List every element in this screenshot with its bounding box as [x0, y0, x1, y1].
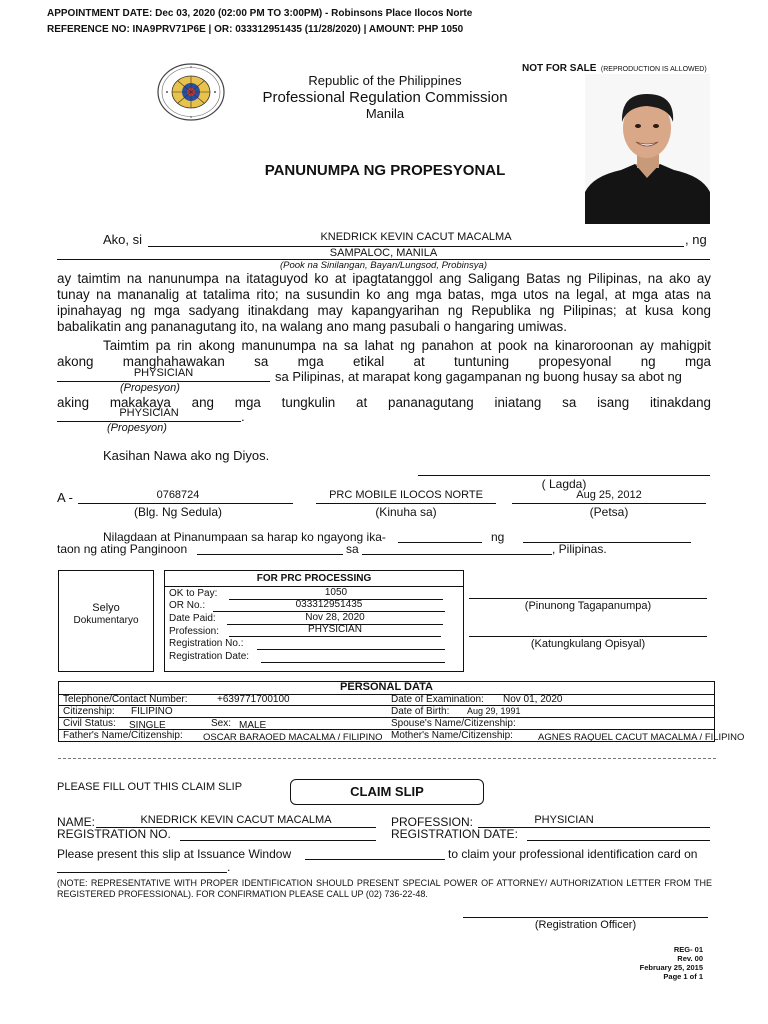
father-label: Father's Name/Citizenship:	[63, 730, 183, 741]
petsa-caption: (Petsa)	[589, 505, 629, 519]
claim-profession-value: PHYSICIAN	[534, 814, 594, 826]
claim-note: (NOTE: REPRESENTATIVE WITH PROPER IDENTIFICATION SHOULD PRESENT SPECIAL POWER OF ATTORNEY/ AUTHORIZATION LETTER FROM THE REGISTERED PROFESSIONAL). FOR CONFIRMATION PLEASE CALL UP (02) 736-22-48.	[57, 878, 712, 899]
claim-profession-label: PROFESSION:	[391, 815, 474, 829]
profession-label: Profession:	[169, 626, 220, 637]
kinuha-caption: (Kinuha sa)	[375, 505, 437, 519]
prc-processing-title: FOR PRC PROCESSING	[256, 573, 372, 584]
or-no-label: OR No.:	[169, 600, 206, 611]
prc-processing-box	[164, 570, 464, 672]
oath-p2-line4: aking makakaya ang mga tungkulin at pananagutang iniatang sa isang itinakdang	[57, 395, 711, 410]
oath-address-value: SAMPALOC, MANILA	[329, 247, 438, 259]
citizenship-value: FILIPINO	[131, 706, 173, 717]
civil-status-label: Civil Status:	[63, 718, 116, 729]
nilagdaan-label: Nilagdaan at Pinanumpaan sa harap ko ngayong ika-	[103, 530, 386, 544]
personal-data-header	[58, 681, 715, 695]
claim-regno-underline	[180, 840, 376, 841]
registration-no-underline	[257, 649, 445, 650]
oath-p1-line4: babalikatin ang pananagutang ito, na walang ano mang pasubali o hangaring umiwas.	[57, 319, 567, 334]
claim-date-period: .	[227, 860, 231, 874]
a-label: A -	[57, 490, 73, 505]
reproduction-note: (REPRODUCTION IS ALLOWED)	[600, 66, 707, 73]
claim-name-label: NAME:	[57, 815, 96, 829]
kinuha-value: PRC MOBILE ILOCOS NORTE	[329, 489, 483, 501]
sex-label: Sex:	[211, 718, 232, 729]
sedula-caption: (Blg. Ng Sedula)	[133, 505, 223, 519]
kasihan-line: Kasihan Nawa ako ng Diyos.	[103, 448, 270, 463]
pinuno-underline	[469, 598, 707, 599]
katungkulan-underline	[469, 636, 707, 637]
katungkulan-caption: (Katungkulang Opisyal)	[530, 638, 646, 650]
oath-p2-line3: sa Pilipinas, at marapat kong gagampanan ng buong husay sa abot ng	[275, 369, 682, 384]
mother-label: Mother's Name/Citizenship:	[391, 730, 513, 741]
sex-value: MALE	[239, 720, 267, 731]
claim-name-value: KNEDRICK KEVIN CACUT MACALMA	[140, 814, 332, 826]
personal-data-title: PERSONAL DATA	[340, 681, 433, 693]
dokumentaryo-label: Dokumentaryo	[73, 615, 139, 626]
registration-date-label: Registration Date:	[169, 651, 250, 662]
reference-line: REFERENCE NO: INA9PRV71P6E | OR: 033312951435 (11/28/2020) | AMOUNT: PHP 1050	[47, 24, 464, 35]
officer-caption: (Registration Officer)	[534, 919, 637, 931]
claim-present-a: Please present this slip at Issuance Window	[57, 847, 292, 861]
tel-value: +639771700100	[217, 694, 290, 705]
footer-form-no: REG- 01	[673, 945, 703, 954]
claim-present-b: to claim your professional identification card on	[448, 847, 698, 861]
propesyon-caption-2: (Propesyon)	[107, 422, 167, 434]
appointment-line: APPOINTMENT DATE: Dec 03, 2020 (02:00 PM TO 3:00PM) - Robinsons Place Ilocos Norte	[47, 8, 473, 19]
profession1-value: PHYSICIAN	[133, 367, 194, 379]
registration-no-label: Registration No.:	[169, 638, 244, 649]
prc-seal-icon	[157, 63, 225, 121]
sedula-value: 0768724	[156, 489, 200, 501]
lagda-caption: ( Lagda)	[541, 477, 587, 491]
oath-p2-line2: akong manghahawakan sa mga etikal at tuntuning propesyonal ng mga	[57, 354, 711, 369]
nilagdaan-sa: sa	[346, 542, 359, 556]
pd-row-3	[58, 718, 715, 730]
not-for-sale: NOT FOR SALE (REPRODUCTION IS ALLOWED)	[522, 63, 707, 74]
form-footer	[600, 945, 703, 981]
pinuno-caption: (Pinunong Tagapanumpa)	[524, 600, 652, 612]
claim-regdate-underline	[527, 840, 710, 841]
or-no-value: 033312951435	[295, 599, 363, 610]
ok-to-pay-label: OK to Pay:	[169, 588, 218, 599]
pd-row-4	[58, 730, 745, 743]
address-caption: (Pook na Sinilangan, Bayan/Lungsod, Probinsya)	[279, 260, 488, 271]
document-title: PANUNUMPA NG PROPESYONAL	[264, 162, 506, 179]
period-mark: .	[241, 409, 245, 424]
registration-date-underline	[261, 662, 445, 663]
profession-underline	[229, 636, 441, 637]
manila-line: Manila	[365, 106, 405, 121]
issuance-window-underline	[305, 859, 445, 860]
exam-value: Nov 01, 2020	[503, 694, 563, 705]
footer-page: Page 1 of 1	[663, 972, 703, 981]
spouse-label: Spouse's Name/Citizenship:	[391, 718, 516, 729]
claim-date-underline	[57, 872, 227, 873]
place-underline	[362, 554, 552, 555]
footer-date: February 25, 2015	[639, 963, 703, 972]
claim-regdate-label: REGISTRATION DATE:	[391, 827, 518, 841]
tel-label: Telephone/Contact Number:	[63, 694, 188, 705]
selyo-box	[58, 570, 154, 672]
claim-slip-title: CLAIM SLIP	[290, 779, 484, 805]
applicant-photo	[585, 74, 710, 224]
propesyon-caption-1: (Propesyon)	[120, 382, 180, 394]
profession2-value: PHYSICIAN	[119, 407, 179, 419]
father-value: OSCAR BARAOED MACALMA / FILIPINO	[203, 732, 383, 743]
pilipinas-label: , Pilipinas.	[552, 542, 607, 556]
sedula-underline	[78, 503, 293, 504]
oath-p1-line1: ay taimtim na nanunumpa na itataguyod ko at ipagtatanggol ang Saligang Batas ng Pilipinas, na ako ay	[57, 271, 711, 286]
officer-underline	[463, 917, 708, 918]
ika-underline	[398, 542, 482, 543]
date-paid-label: Date Paid:	[169, 613, 216, 624]
signature-underline	[418, 475, 710, 476]
commission-line: Professional Regulation Commission	[262, 89, 508, 106]
month-underline	[523, 542, 691, 543]
civil-status-value: SINGLE	[129, 720, 166, 731]
taon-label: taon ng ating Panginoon	[57, 542, 188, 556]
ng-label: , ng	[685, 232, 707, 247]
dob-value: Aug 29, 1991	[467, 706, 521, 716]
date-paid-value: Nov 28, 2020	[305, 612, 365, 623]
petsa-underline	[512, 503, 706, 504]
kinuha-underline	[316, 503, 496, 504]
profession-value: PHYSICIAN	[308, 624, 362, 635]
oath-p2-line1: Taimtim pa rin akong manunumpa na sa lahat ng panahon at pook na kinaroroonan ay mahigpit	[103, 338, 711, 353]
claim-regno-label: REGISTRATION NO.	[57, 827, 171, 841]
ako-si-label: Ako, si	[103, 232, 143, 247]
nilagdaan-ng: ng	[491, 530, 505, 544]
exam-label: Date of Examination:	[391, 694, 484, 705]
footer-revision: Rev. 00	[677, 954, 703, 963]
oath-name-value: KNEDRICK KEVIN CACUT MACALMA	[320, 231, 512, 243]
petsa-value: Aug 25, 2012	[576, 489, 642, 501]
mother-value: AGNES RAQUEL CACUT MACALMA / FILIPINO	[538, 732, 745, 743]
cut-line	[58, 758, 716, 759]
selyo-label: Selyo	[92, 602, 120, 614]
oath-p1-line3: ipinahayag ng mga sadyang itinakdang may kapangyarihan ng Republika ng Pilipinas; at kusa kong	[57, 303, 711, 318]
republic-line: Republic of the Philippines	[308, 73, 462, 88]
ok-to-pay-value: 1050	[324, 587, 348, 598]
pd-row-2	[58, 706, 715, 718]
dob-label: Date of Birth:	[391, 706, 450, 717]
pd-row-1	[58, 694, 715, 706]
claim-instruction: PLEASE FILL OUT THIS CLAIM SLIP	[57, 781, 243, 793]
citizenship-label: Citizenship:	[63, 706, 115, 717]
taon-underline	[197, 554, 343, 555]
oath-p1-line2: tunay na mananalig at tatalima rito; na susundin ko ang mga batas, mga utos na legal, at mga atas na	[57, 287, 711, 302]
